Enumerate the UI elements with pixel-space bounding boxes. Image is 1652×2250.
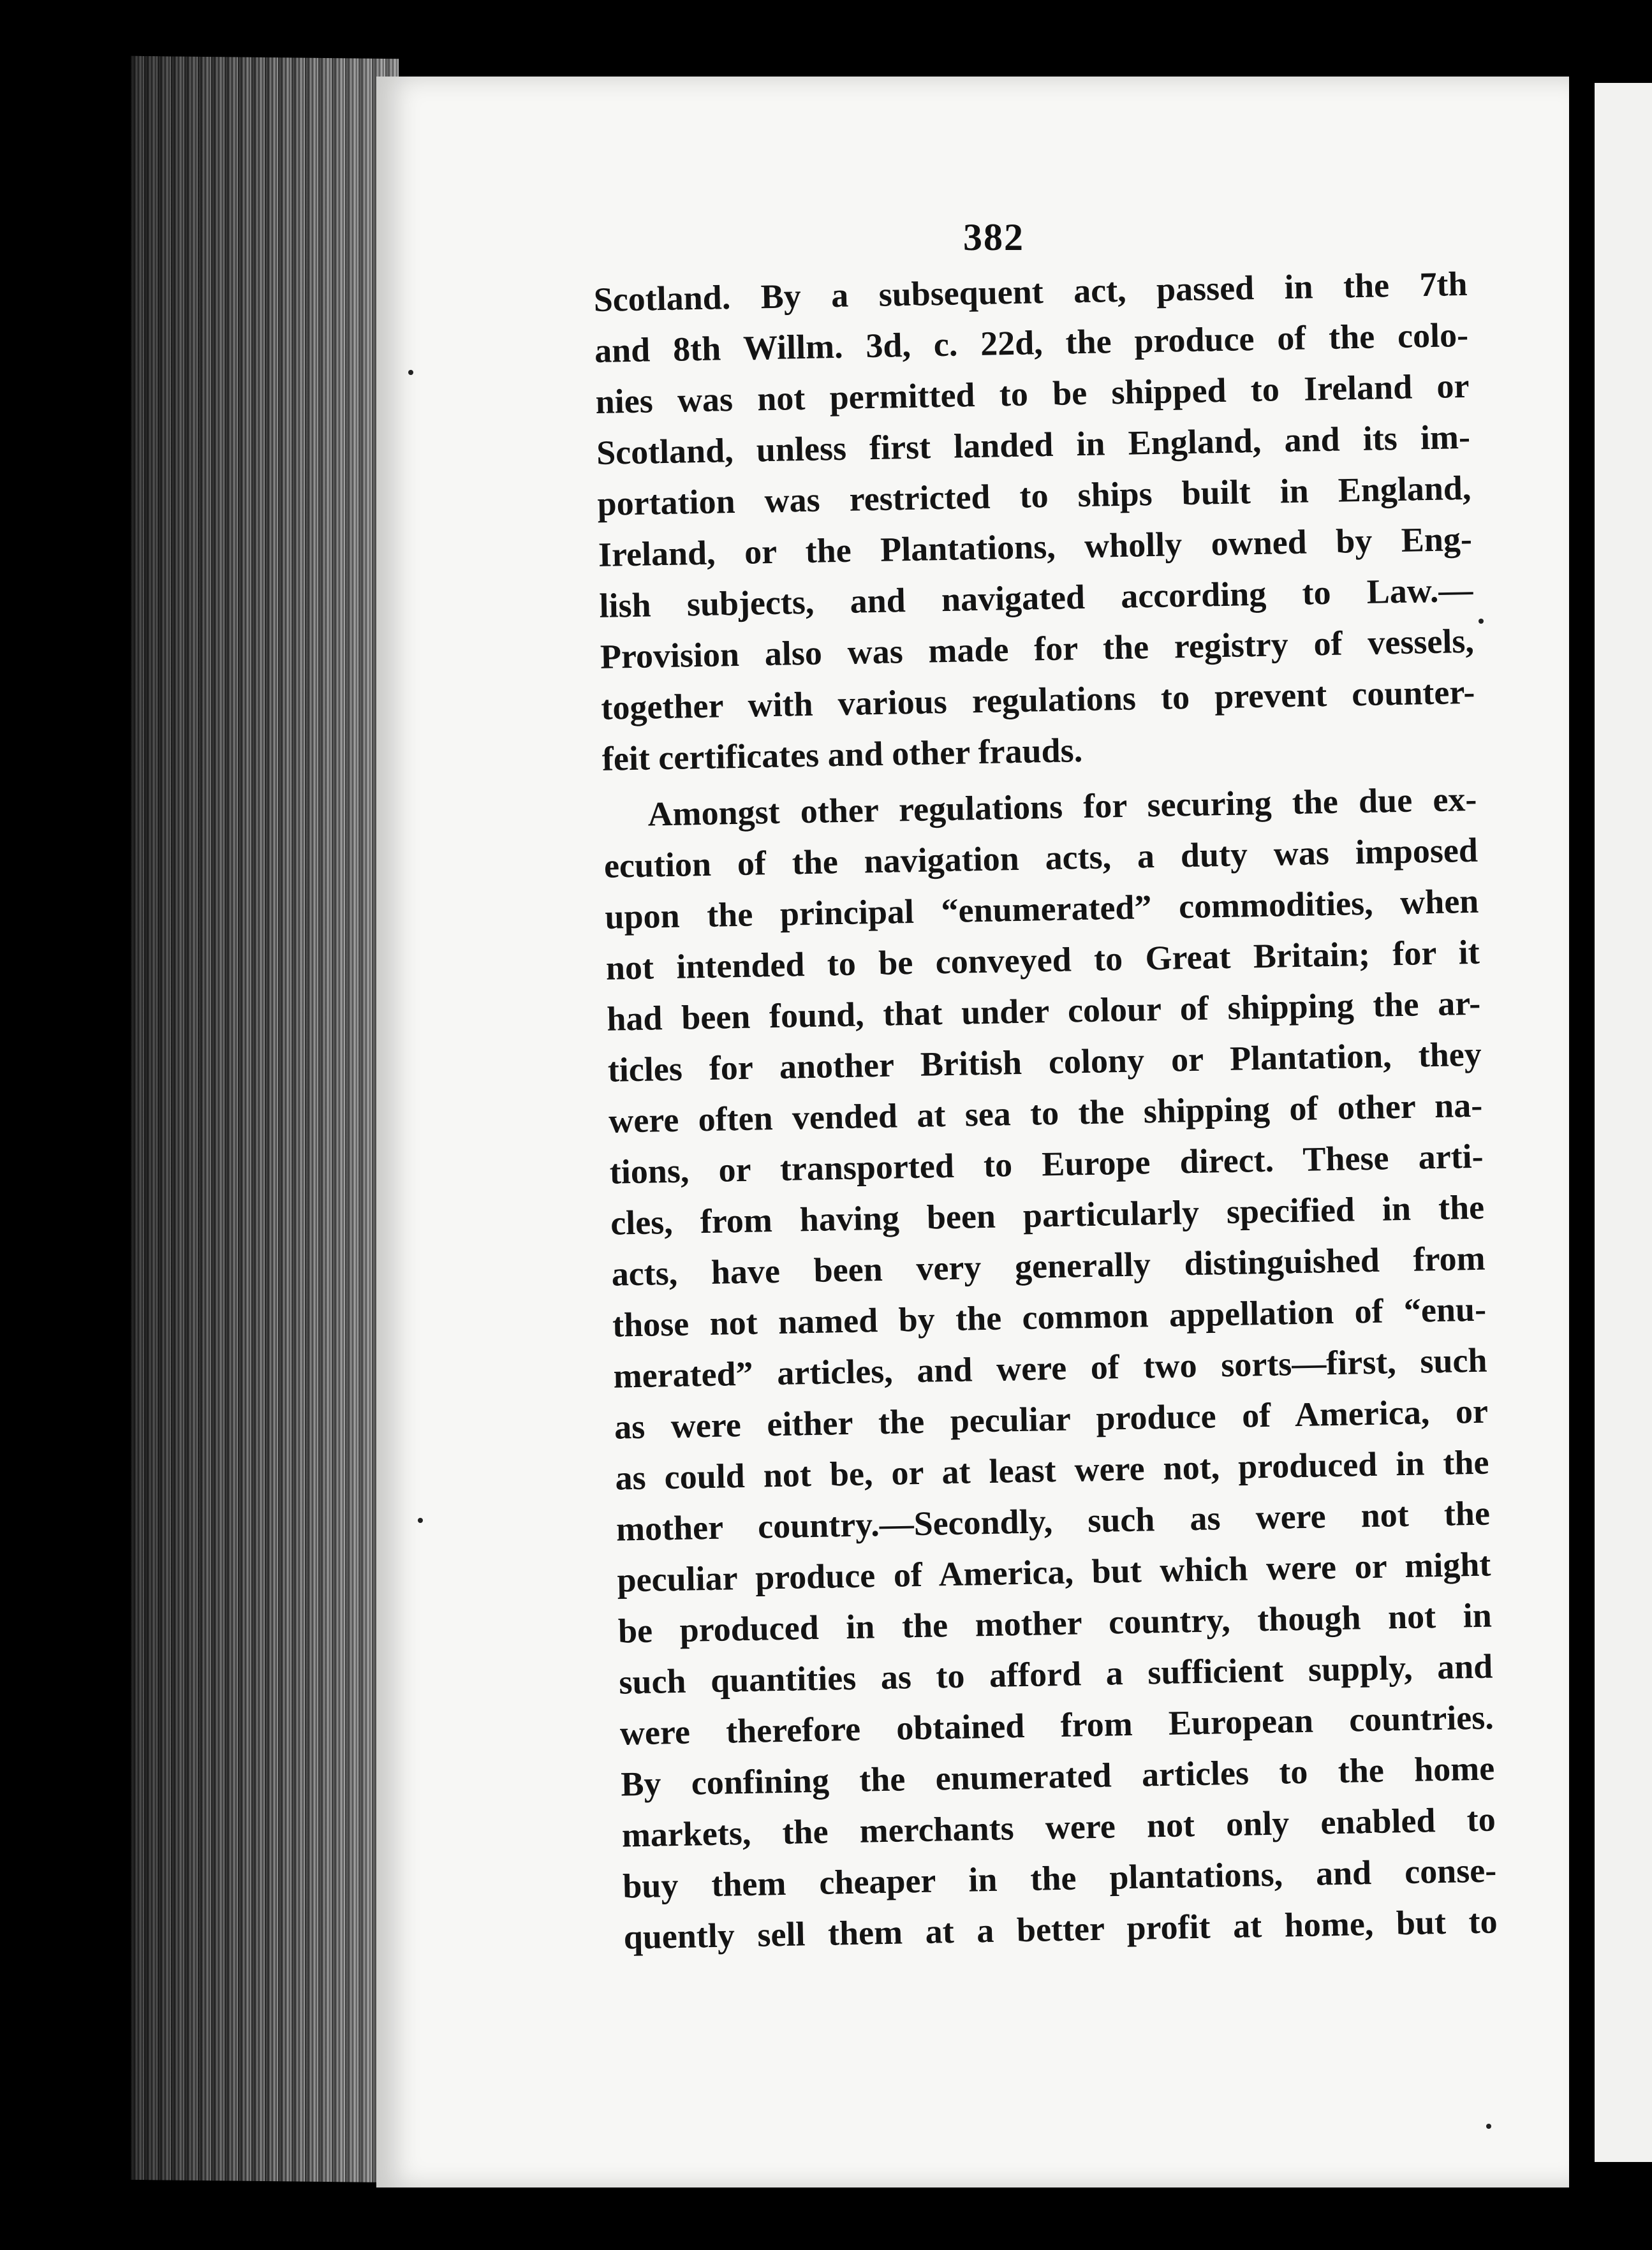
page-number: 382 bbox=[963, 216, 1024, 258]
text-line: lish subjects, and navigated according to Law.— bbox=[598, 570, 1473, 625]
speck bbox=[408, 370, 413, 375]
text-line: quently sell them at a better profit at home, but to bbox=[623, 1902, 1498, 1957]
text-line: Ireland, or the Plantations, wholly owned by Eng- bbox=[598, 519, 1473, 574]
text-line: feit certificates and other frauds. bbox=[601, 731, 1083, 778]
text-line: Scotland. By a subsequent act, passed in the 7th bbox=[593, 264, 1468, 319]
paragraph-1 bbox=[593, 258, 1476, 784]
text-line: acts, have been very generally distinguished from bbox=[611, 1239, 1486, 1293]
text-line: nies was not permitted to be shipped to Ireland or bbox=[595, 366, 1470, 421]
gutter-shadow bbox=[1569, 57, 1595, 2200]
text-line: ticles for another British colony or Plantation, they bbox=[607, 1034, 1482, 1089]
speck bbox=[1479, 619, 1484, 624]
text-line: portation was restricted to ships built in England, bbox=[597, 468, 1471, 523]
text-line: not intended to be conveyed to Great Britain; for it bbox=[605, 932, 1480, 987]
speck bbox=[418, 1518, 423, 1523]
text-line: were often vended at sea to the shipping of other na- bbox=[608, 1085, 1483, 1140]
text-line: By confining the enumerated articles to the home bbox=[620, 1749, 1495, 1804]
text-line: cles, from having been particularly specified in the bbox=[610, 1188, 1485, 1242]
text-line: such quantities as to afford a sufficient supply, and bbox=[618, 1647, 1493, 1702]
body-text bbox=[593, 258, 1498, 1963]
text-line: peculiar produce of America, but which were or might bbox=[616, 1545, 1491, 1599]
text-line: those not named by the common appellation of “enu- bbox=[612, 1290, 1487, 1344]
text-line: buy them cheaper in the plantations, and conse- bbox=[622, 1851, 1497, 1906]
paragraph-2 bbox=[603, 774, 1498, 1963]
text-line: Scotland, unless first landed in England, and its im- bbox=[596, 417, 1471, 472]
text-line: together with various regulations to prevent counter- bbox=[600, 672, 1475, 727]
text-line: mother country.—Secondly, such as were not the bbox=[616, 1494, 1491, 1548]
text-line: Provision also was made for the registry of vessels, bbox=[600, 621, 1475, 676]
text-line: be produced in the mother country, though not in bbox=[617, 1596, 1493, 1651]
text-line: markets, the merchants were not only enabled to bbox=[621, 1800, 1496, 1855]
text-line: were therefore obtained from European countries. bbox=[619, 1698, 1494, 1753]
text-line: upon the principal “enumerated” commodities, when bbox=[604, 881, 1479, 936]
book-fore-edge bbox=[131, 56, 399, 2182]
text-line: Amongst other regulations for securing the due ex- bbox=[647, 779, 1477, 834]
text-line: ecution of the navigation acts, a duty was imposed bbox=[603, 830, 1479, 885]
text-line: merated” articles, and were of two sorts—first, such bbox=[613, 1341, 1487, 1395]
adjacent-page bbox=[1569, 57, 1652, 2200]
text-line: and 8th Willm. 3d, c. 22d, the produce of the colo- bbox=[594, 315, 1469, 370]
adjacent-page-sliver bbox=[1595, 83, 1652, 2162]
speck bbox=[1486, 2124, 1491, 2129]
text-line: had been found, that under colour of shipping the ar- bbox=[606, 983, 1481, 1038]
text-line: as could not be, or at least were not, produced in the bbox=[615, 1443, 1489, 1497]
text-line: tions, or transported to Europe direct. These arti- bbox=[609, 1136, 1484, 1191]
text-line: as were either the peculiar produce of America, or bbox=[614, 1392, 1489, 1446]
